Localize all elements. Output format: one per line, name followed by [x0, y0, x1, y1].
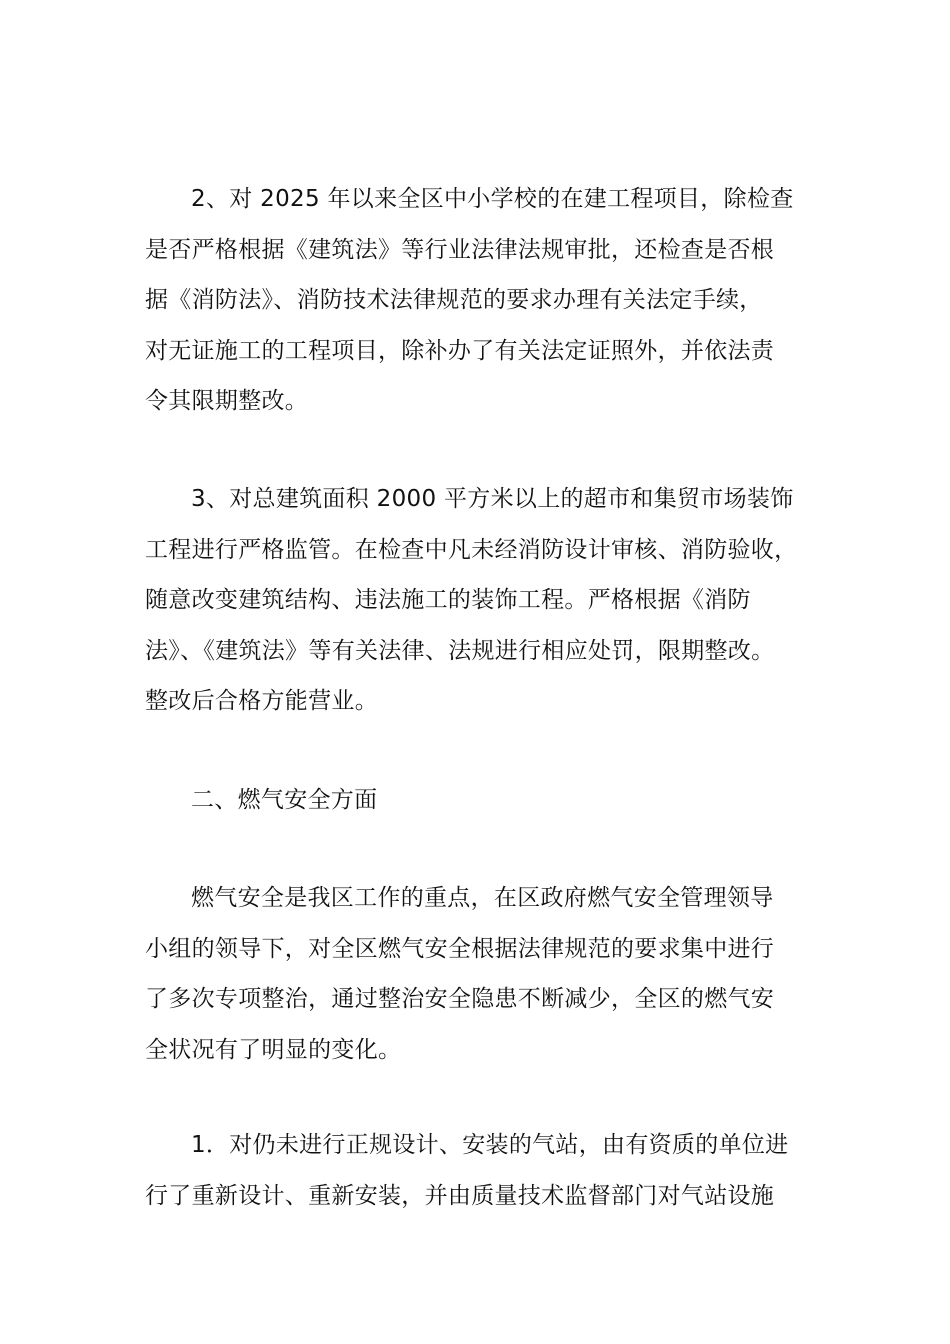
text-line: 燃气安全是我区工作的重点，在区政府燃气安全管理领导	[191, 885, 774, 911]
paragraph-supermarket-decoration	[145, 474, 817, 727]
text-line: 1．对仍未进行正规设计、安装的气站，由有资质的单位进	[191, 1132, 789, 1158]
text-line: 对无证施工的工程项目，除补办了有关法定证照外，并依法责	[145, 337, 775, 364]
text-line: 3、对总建筑面积 2000 平方米以上的超市和集贸市场装饰	[191, 486, 794, 512]
text-line: 二、燃气安全方面	[191, 787, 378, 813]
paragraph-gas-station-redesign	[145, 1120, 817, 1221]
text-line: 行了重新设计、重新安装，并由质量技术监督部门对气站设施	[145, 1182, 775, 1209]
text-line: 是否严格根据《建筑法》等行业法律法规审批，还检查是否根	[145, 236, 775, 263]
paragraph-gas-safety-overview	[145, 873, 817, 1075]
text-line: 工程进行严格监管。在检查中凡未经消防设计审核、消防验收，	[145, 536, 798, 563]
text-line: 整改后合格方能营业。	[145, 688, 378, 714]
text-line: 法》、《建筑法》等有关法律、法规进行相应处罚，限期整改。	[145, 637, 775, 664]
text-line: 令其限期整改。	[145, 388, 309, 414]
text-line: 2、对 2025 年以来全区中小学校的在建工程项目，除检查	[191, 186, 794, 212]
text-line: 小组的领导下，对全区燃气安全根据法律规范的要求集中进行	[145, 935, 775, 962]
paragraph-construction-projects	[145, 174, 817, 427]
section-heading-gas-safety	[145, 775, 817, 826]
text-line: 全状况有了明显的变化。	[145, 1036, 402, 1063]
text-line: 据《消防法》、消防技术法律规范的要求办理有关法定手续，	[145, 287, 763, 313]
text-line: 随意改变建筑结构、违法施工的装饰工程。严格根据《消防	[145, 587, 751, 613]
text-line: 了多次专项整治，通过整治安全隐患不断减少，全区的燃气安	[145, 986, 775, 1012]
